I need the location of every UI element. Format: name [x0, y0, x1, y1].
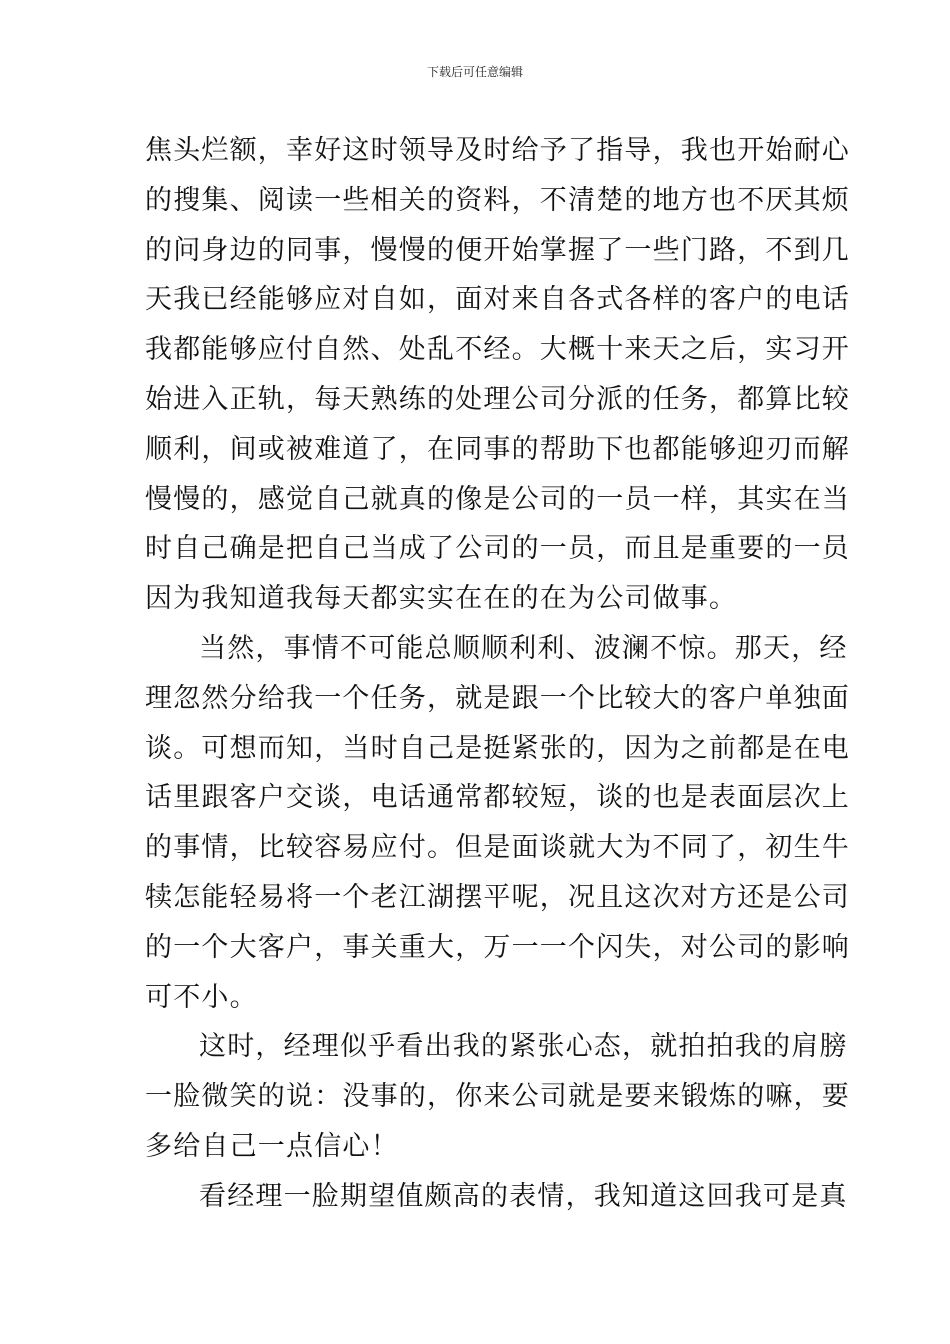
text-line: 焦头烂额，幸好这时领导及时给予了指导，我也开始耐心 — [145, 135, 850, 166]
text-line: 可不小。 — [145, 981, 258, 1013]
text-line: 谈。可想而知，当时自己是挺紧张的，因为之前都是在电 — [145, 732, 850, 764]
text-line: 始进入正轨，每天熟练的处理公司分派的任务，都算比较 — [145, 383, 850, 415]
text-line: 顺利，间或被难道了，在同事的帮助下也都能够迎刃而解 — [145, 433, 850, 465]
text-line: 慢慢的，感觉自己就真的像是公司的一员一样，其实在当 — [145, 483, 850, 515]
text-line: 看经理一脸期望值颇高的表情，我知道这回我可是真 — [199, 1180, 848, 1212]
text-line: 天我已经能够应对自如，面对来自各式各样的客户的电话 — [145, 284, 850, 316]
document-body — [145, 126, 850, 1222]
text-line: 犊怎能轻易将一个老江湖摆平呢，况且这次对方还是公司 — [145, 881, 850, 913]
text-line: 话里跟客户交谈，电话通常都较短，谈的也是表面层次上 — [145, 782, 850, 814]
text-line: 的事情，比较容易应付。但是面谈就大为不同了，初生牛 — [145, 832, 850, 864]
paragraph-3 — [145, 1022, 850, 1171]
text-line: 因为我知道我每天都实实在在的在为公司做事。 — [145, 583, 738, 615]
text-line: 的搜集、阅读一些相关的资料，不清楚的地方也不厌其烦 — [145, 184, 850, 216]
paragraph-1 — [145, 126, 850, 624]
text-line: 的一个大客户，事关重大，万一一个闪失，对公司的影响 — [145, 931, 850, 963]
text-line: 的问身边的同事，慢慢的便开始掌握了一些门路，不到几 — [145, 234, 850, 266]
paragraph-2 — [145, 624, 850, 1022]
text-line: 当然，事情不可能总顺顺利利、波澜不惊。那天，经 — [199, 632, 848, 664]
text-line: 一脸微笑的说：没事的，你来公司就是要来锻炼的嘛，要 — [145, 1081, 850, 1113]
text-line: 理忽然分给我一个任务，就是跟一个比较大的客户单独面 — [145, 682, 850, 714]
text-line: 时自己确是把自己当成了公司的一员，而且是重要的一员 — [145, 533, 850, 565]
page-header: 下载后可任意编辑 — [426, 65, 523, 79]
text-line: 我都能够应付自然、处乱不经。大概十来天之后，实习开 — [145, 334, 850, 366]
paragraph-4 — [145, 1172, 848, 1222]
text-line: 多给自己一点信心！ — [145, 1130, 399, 1162]
text-line: 这时，经理似乎看出我的紧张心态，就拍拍我的肩膀 — [199, 1031, 848, 1063]
